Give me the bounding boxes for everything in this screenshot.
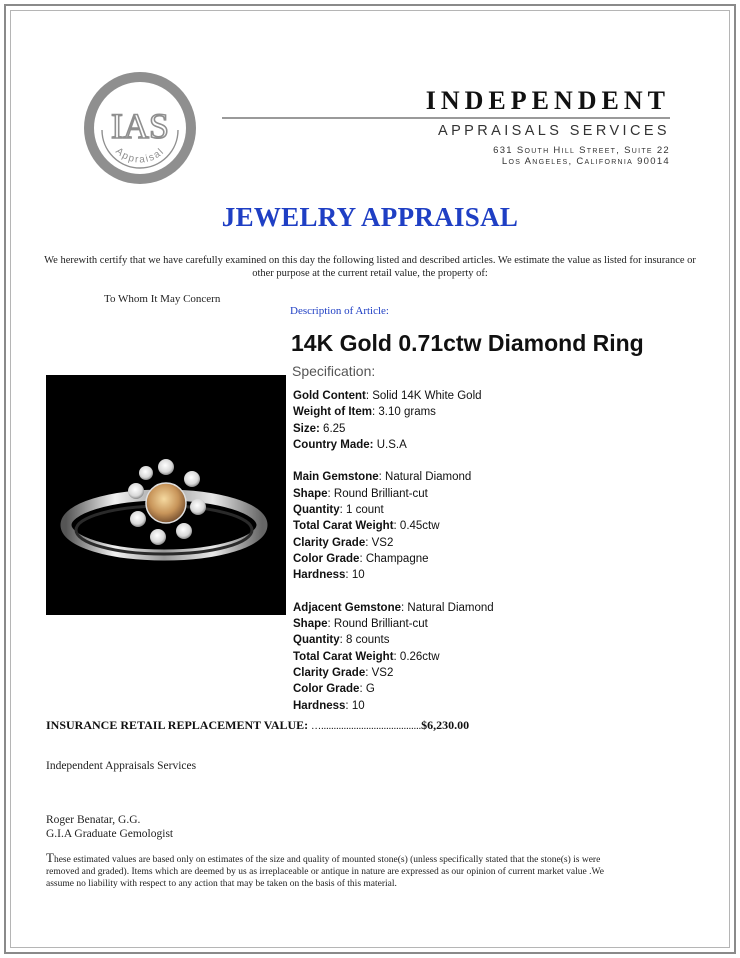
spec-row [293, 486, 494, 502]
spec-separator: : [365, 667, 372, 680]
spec-separator: : [393, 650, 400, 663]
spec-row [293, 404, 494, 420]
spec-value: Round Brilliant-cut [333, 487, 428, 500]
spec-row [293, 665, 494, 681]
signature-company: Independent Appraisals Services [46, 760, 197, 772]
spec-label: Clarity Grade [293, 667, 366, 680]
spec-separator: : [393, 520, 400, 533]
spec-label: Gold Content [293, 390, 366, 402]
spec-value: 8 counts [346, 634, 390, 647]
spec-label: Color Grade [293, 683, 360, 696]
spec-label: Size: [293, 422, 320, 435]
logo-ring-text: Appraisal [113, 145, 167, 166]
spec-separator: : [339, 504, 347, 517]
spec-separator: : [359, 683, 366, 696]
spec-value: 0.45ctw [399, 520, 440, 533]
description-label: Description of Article: [290, 305, 389, 317]
spec-separator: : [345, 699, 352, 712]
company-subtitle: APPRAISALS SERVICES [438, 123, 670, 139]
spec-value: 6.25 [323, 422, 346, 435]
spec-label: Shape [293, 487, 328, 500]
spec-row [293, 698, 494, 714]
spec-label: Quantity [293, 634, 340, 647]
spec-label: Main Gemstone [293, 471, 379, 484]
spec-label: Hardness [293, 699, 346, 712]
spec-value: 3.10 grams [378, 406, 436, 419]
spec-row [293, 437, 494, 453]
spec-row [293, 600, 494, 616]
item-title: 14K Gold 0.71ctw Diamond Ring [291, 330, 644, 356]
specification-label: Specification: [292, 363, 376, 379]
spec-value: VS2 [371, 667, 394, 680]
spec-label: Weight of Item [293, 406, 373, 419]
spec-separator: : [345, 569, 352, 582]
spec-row [293, 421, 494, 437]
spec-label: Hardness [293, 569, 346, 582]
spec-row [293, 388, 494, 404]
spec-label: Total Carat Weight [293, 520, 394, 533]
spec-separator: : [372, 406, 379, 419]
spec-value: G [365, 683, 375, 696]
company-name: INDEPENDENT [425, 86, 670, 115]
spec-value: VS2 [371, 536, 394, 549]
appraiser-credential: G.I.A Graduate Gemologist [46, 828, 174, 840]
spec-label: Color Grade [293, 552, 360, 565]
ring-photo [46, 375, 286, 615]
spec-separator: : [365, 536, 372, 549]
insurance-leader-dots: …........................................ [311, 721, 422, 732]
spec-separator: : [327, 487, 334, 500]
spec-value: 10 [351, 699, 365, 712]
spec-value: Champagne [365, 552, 429, 565]
spec-row [293, 681, 494, 697]
disclaimer-initial: T [46, 850, 54, 865]
spec-row [293, 535, 494, 551]
spec-value: 0.26ctw [399, 650, 440, 663]
spec-separator: : [339, 634, 347, 647]
spec-row [293, 469, 494, 485]
insurance-label: INSURANCE RETAIL REPLACEMENT VALUE: [46, 718, 309, 732]
spec-label: Total Carat Weight [293, 650, 394, 663]
spec-row [293, 551, 494, 567]
spec-row [293, 649, 494, 665]
header-divider [222, 117, 670, 119]
disclaimer [46, 852, 606, 890]
spec-row [293, 632, 494, 648]
spec-value: Solid 14K White Gold [372, 390, 482, 402]
spec-row [293, 502, 494, 518]
spec-value: Natural Diamond [385, 471, 472, 484]
spec-separator: : [378, 471, 386, 484]
insurance-value-line [46, 718, 469, 733]
company-address-line2: Los Angeles, California 90014 [501, 156, 670, 167]
spec-value: 10 [351, 569, 365, 582]
company-address-line1: 631 South Hill Street, Suite 22 [493, 145, 670, 156]
spec-value: Natural Diamond [407, 601, 494, 614]
spec-separator: : [401, 601, 408, 614]
spec-label: Adjacent Gemstone [293, 601, 401, 614]
spec-label: Quantity [293, 504, 340, 517]
logo-letters: IAS [110, 106, 170, 146]
spec-label: Shape [293, 618, 328, 631]
spec-separator: : [365, 390, 373, 402]
spec-separator: : [327, 618, 334, 631]
spec-separator: : [359, 552, 366, 565]
disclaimer-text: hese estimated values are based only on estimates of the size and quality of mounted stone(s) (unless specifically stated that the stone(s) is were removed and graded). Items which are deemed by us as irreplaceable or antique in nature are expressed as our opinion of current market value .We assume no liability with respect to any action that may be taken on the basis of this material. [46, 855, 604, 889]
spec-row [293, 616, 494, 632]
insurance-value: $6,230.00 [421, 718, 470, 732]
spec-label: Country Made: [293, 438, 374, 451]
spec-value: Round Brilliant-cut [333, 618, 428, 631]
recipient: To Whom It May Concern [104, 293, 221, 305]
spec-row [293, 567, 494, 583]
specifications [293, 388, 494, 714]
spec-value: U.S.A [376, 438, 407, 451]
document-title: JEWELRY APPRAISAL [221, 202, 519, 232]
certification-statement: We herewith certify that we have carefully examined on this day the following listed and described articles. We estimate the value as listed for insurance or other purpose at the current retail value, the property of: [44, 255, 696, 279]
ias-logo [80, 68, 200, 188]
appraiser-name: Roger Benatar, G.G. [46, 814, 141, 826]
spec-row [293, 518, 494, 534]
spec-value: 1 count [346, 504, 384, 517]
spec-label: Clarity Grade [293, 536, 366, 549]
